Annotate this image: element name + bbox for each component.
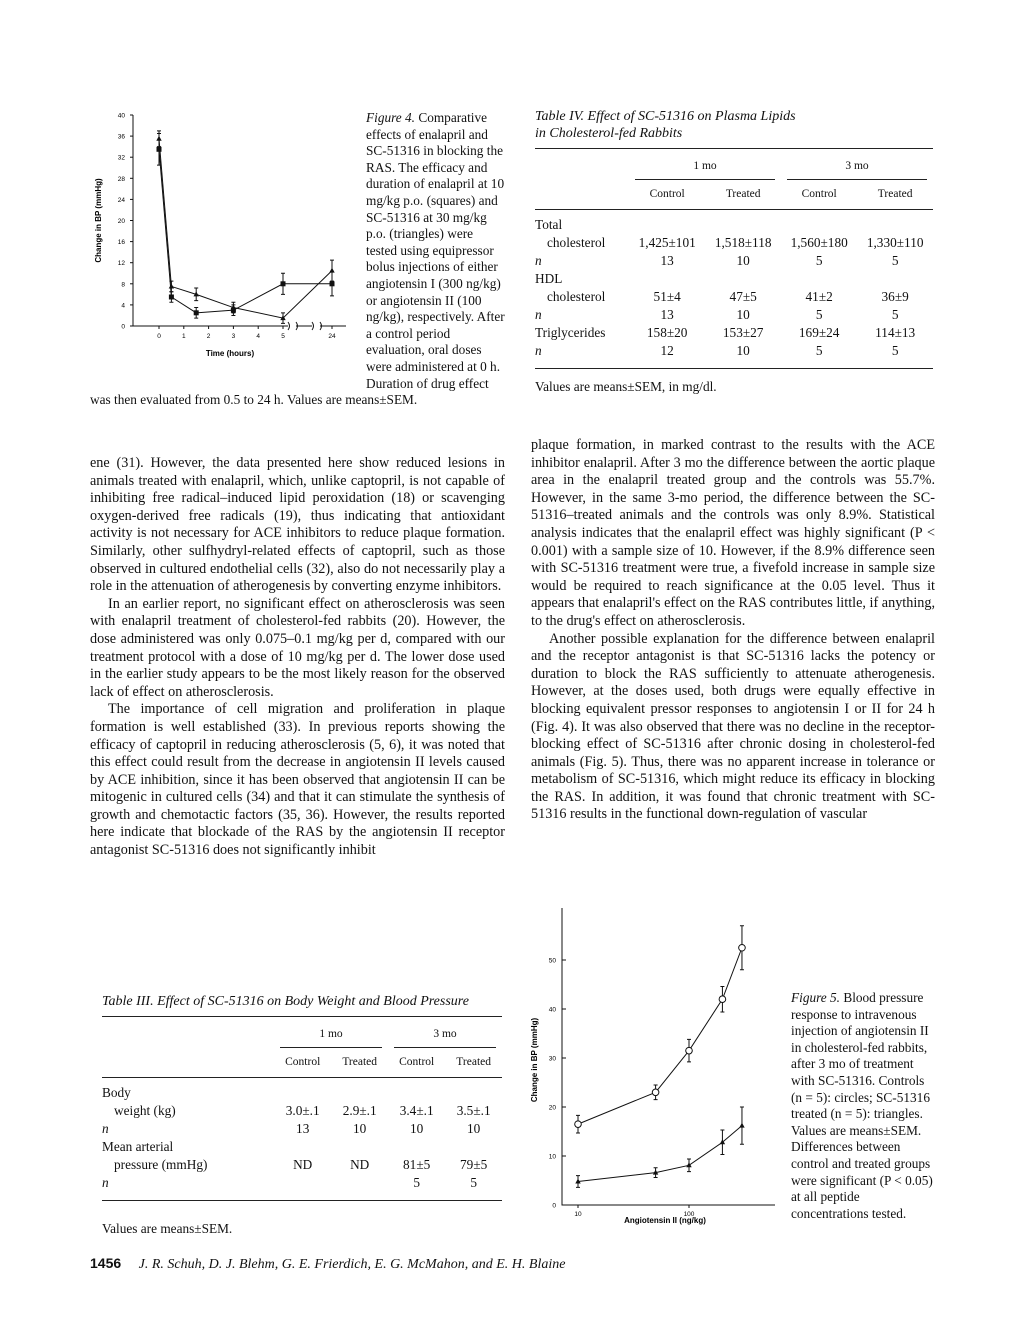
table-cell: 47±5: [729, 289, 757, 304]
table-cell: [388, 1084, 445, 1102]
triangle-marker: [169, 283, 174, 288]
table-cell: [857, 216, 933, 234]
table-cell: 3.4±.1: [399, 1103, 434, 1118]
y-tick-label: 10: [548, 1153, 556, 1161]
y-tick-label: 32: [117, 154, 125, 162]
table-4-title-line2: in Cholesterol-fed Rabbits: [535, 126, 683, 141]
table-cell: [629, 216, 705, 234]
table-4-title-line1: Table IV. Effect of SC-51316 on Plasma Lipids: [535, 109, 796, 124]
y-axis-label: Change in BP (mmHg): [530, 1017, 539, 1103]
row-label: n: [535, 307, 542, 322]
y-tick-label: 20: [117, 218, 125, 225]
paragraph: plaque formation, in marked contrast to the results with the ACE inhibitor enalapril. After 3 mo the difference between the aortic plaque area in the enalapril treated group and the controls was 55.7%. However, in the same 3-mo period, the difference between the SC-51316–treated animals and the controls was only 8.9%. Statistical analysis indicates that the enalapril effect was highly significant (P < 0.001) with a sample size of 10. However, if the 8.9% difference seen with SC-51316 treatment were true, a fivefold increase in sample size would be required to reach significance at the 0.05 level. Thus it appears that enalapril's effect on the RAS contributes little, if anything, to the drug's effect on atherosclerosis.: [531, 437, 935, 629]
table-row: [535, 252, 933, 270]
column-header: Treated: [705, 180, 781, 210]
row-label: Total: [535, 217, 563, 232]
table-3-footnote: Values are means±SEM.: [102, 1221, 233, 1236]
table-cell: [331, 1138, 388, 1156]
table-cell: 41±2: [805, 289, 833, 304]
x-axis-label: Angiotensin II (ng/kg): [624, 1216, 706, 1225]
row-label: cholesterol: [547, 289, 606, 304]
table-cell: [274, 1174, 331, 1192]
y-tick-label: 50: [548, 957, 556, 965]
x-tick-label: 5: [281, 333, 285, 340]
y-tick-label: 4: [121, 302, 125, 310]
author-line: J. R. Schuh, D. J. Blehm, G. E. Frierdich, E. G. McMahon, and E. H. Blaine: [138, 1257, 566, 1272]
table-cell: 13: [660, 307, 674, 322]
y-tick-label: 24: [117, 196, 125, 204]
figure-4-chart: [90, 110, 358, 378]
column-header: Control: [388, 1048, 445, 1078]
figure-5-caption-text: Blood pressure response to intravenous injection of angiotensin II in cholesterol-fed rabbits, after 3 mo of treatment with SC-51316. Controls (n = 5): circles; SC-51316 treated (n = 5): triangles. Values are means±SEM. Differences between control and treated groups were significant (P < 0.05) at all peptide concentrations tested.: [791, 990, 933, 1221]
table-cell: 13: [296, 1121, 310, 1136]
table-cell: 10: [736, 343, 750, 358]
table-cell: 5: [815, 343, 823, 358]
table-row: [102, 1156, 502, 1174]
table-cell: 79±5: [460, 1157, 488, 1172]
triangle-marker: [156, 136, 161, 141]
table-cell: [857, 270, 933, 288]
table-row: [102, 1138, 502, 1156]
triangle-marker: [739, 1123, 744, 1128]
table-cell: ND: [293, 1157, 313, 1172]
column-group-header: 3 mo: [781, 157, 933, 180]
table-cell: 5: [470, 1175, 477, 1190]
table-cell: 51±4: [653, 289, 681, 304]
row-label: HDL: [535, 271, 563, 286]
column-header: Treated: [445, 1048, 502, 1078]
table-cell: 12: [660, 343, 674, 358]
table-row: [535, 288, 933, 306]
table-cell: 10: [467, 1121, 481, 1136]
row-label: n: [535, 253, 542, 268]
table-cell: 5: [815, 253, 823, 268]
figure-5-caption: [791, 990, 936, 1222]
series-line: [159, 149, 332, 313]
square-marker: [157, 147, 162, 152]
row-label: weight (kg): [114, 1103, 176, 1118]
circle-marker: [719, 996, 726, 1003]
table-cell: 3.5±.1: [456, 1103, 491, 1118]
y-tick-label: 16: [117, 239, 125, 247]
table-row: [535, 342, 933, 360]
y-tick-label: 30: [548, 1055, 556, 1063]
circle-marker: [686, 1047, 693, 1054]
table-cell: [331, 1084, 388, 1102]
row-label: pressure (mmHg): [114, 1157, 208, 1172]
y-tick-label: 36: [117, 133, 125, 141]
square-marker: [194, 310, 199, 315]
table-cell: 1,518±118: [714, 235, 772, 250]
table-cell: [705, 270, 781, 288]
axes: [562, 908, 775, 1205]
table-cell: [445, 1084, 502, 1102]
table-cell: [781, 270, 857, 288]
x-axis-label: Time (hours): [205, 349, 255, 358]
table-cell: 1,330±110: [866, 235, 924, 250]
y-tick-label: 8: [121, 281, 125, 289]
table-row: [102, 1102, 502, 1120]
table-row: [102, 1120, 502, 1138]
table-3-title: Table III. Effect of SC-51316 on Body Weight and Blood Pressure: [102, 994, 469, 1009]
paragraph: Another possible explanation for the difference between enalapril and the receptor antagonist is that SC-51316 lacks the potency or duration to block the RAS sufficiently to attenuate atherogenesis. However, at the doses used, both drugs were equally effective in blocking equivalent pressor responses to angiotensin I or II for 24 h (Fig. 4). It was also observed that there was no decline in the receptor-blocking effect of SC-51316 after chronic dosing in cholesterol-fed animals (Fig. 5). Thus, there was no apparent increase in tolerance or metabolism of SC-51316, which might reduce its efficacy in blocking the RAS. In addition, it was found that chronic treatment with SC-51316 results in the functional down-regulation of vascular: [531, 630, 935, 823]
table-cell: 5: [891, 307, 899, 322]
page-number: 1456: [90, 1255, 122, 1271]
figure-4-label: Figure 4.: [366, 110, 415, 125]
square-marker: [330, 281, 335, 286]
row-label: Body: [102, 1085, 131, 1100]
left-column-text: [90, 455, 505, 860]
table-cell: [388, 1138, 445, 1156]
column-header: Control: [629, 180, 705, 210]
row-label: Mean arterial: [102, 1139, 174, 1154]
row-label: Triglycerides: [535, 325, 606, 340]
row-label: n: [102, 1121, 109, 1136]
figure-5-chart: [520, 900, 782, 1230]
table-cell: 153±27: [722, 325, 764, 340]
y-axis-label: Change in BP (mmHg): [94, 178, 103, 263]
y-tick-label: 0: [121, 323, 125, 331]
circle-marker: [739, 944, 746, 951]
column-header: Treated: [857, 180, 933, 210]
table-cell: 10: [410, 1121, 424, 1136]
table-row: [102, 1084, 502, 1102]
y-tick-label: 0: [552, 1202, 556, 1210]
table-cell: 5: [891, 253, 899, 268]
table-cell: 5: [815, 307, 823, 322]
table-cell: 10: [736, 307, 750, 322]
paragraph: The importance of cell migration and proliferation in plaque formation is well established (33). In previous reports showing the efficacy of captopril in reducing atherosclerosis (5, 6), it was noted that this effect could result from the decrease in angiotensin II levels caused by ACE inhibition, since it has been observed that angiotensin II can be mitogenic in cultured cells (34) and that it can stimulate the synthesis of growth and chemotactic factors (35, 36). However, the results reported here indicate that blockade of the RAS by the angiotensin II receptor antagonist SC-51316 does not significantly inhibit: [90, 701, 505, 859]
paragraph: ene (31). However, the data presented here show reduced lesions in animals treated with enalapril, which, unlike captopril, is not capable of inhibiting free radical–induced lipid peroxidation (18) or scavenging oxygen-derived free radicals (19), thus indicating that antioxidant activity is not necessary for ACE inhibitors to reduce plaque formation. Similarly, other sulfhydryl-related effects of captopril, such as those observed in cultured endothelial cells (32), also do not necessarily play a role in the attenuation of atherogenesis by converting enzyme inhibitors.: [90, 455, 505, 595]
column-group-header: 1 mo: [629, 157, 781, 180]
table-row: [535, 216, 933, 234]
table-cell: [331, 1174, 388, 1192]
table-cell: 2.9±.1: [342, 1103, 377, 1118]
table-cell: 1,560±180: [790, 235, 848, 250]
series-line: [578, 948, 742, 1124]
table-3: [102, 993, 502, 1237]
column-header: Control: [781, 180, 857, 210]
column-group-header: 3 mo: [388, 1025, 502, 1048]
figure-4-block: [90, 110, 505, 409]
right-column-text: [531, 437, 935, 824]
table-4: [535, 108, 933, 395]
x-tick-label: 10: [574, 1211, 582, 1218]
table-4-footnote: Values are means±SEM, in mg/dl.: [535, 379, 717, 394]
x-tick-label: 2: [206, 333, 211, 340]
table-cell: [705, 216, 781, 234]
table-cell: 114±13: [875, 325, 916, 340]
table-cell: 36±9: [881, 289, 909, 304]
table-cell: 5: [413, 1175, 420, 1190]
y-tick-label: 20: [548, 1104, 556, 1112]
series-line: [578, 1126, 742, 1182]
y-tick-label: 12: [117, 260, 125, 268]
square-marker: [281, 281, 286, 286]
row-label: cholesterol: [547, 235, 606, 250]
circle-marker: [575, 1121, 582, 1128]
table-cell: ND: [350, 1157, 370, 1172]
table-row: [102, 1174, 502, 1192]
table-cell: 13: [660, 253, 674, 268]
table-cell: 3.0±.1: [285, 1103, 320, 1118]
y-tick-label: 28: [117, 175, 125, 183]
table-cell: [274, 1138, 331, 1156]
series-line: [159, 139, 332, 318]
x-tick-label: 4: [256, 333, 261, 340]
figure-4-caption-text: Comparative effects of enalapril and SC-51316 in blocking the RAS. The efficacy and duration of enalapril at 10 mg/kg p.o. (squares) and SC-51316 at 30 mg/kg p.o. (triangles) were tested using equipressor bolus injections of either angiotensin I (300 ng/kg) or angiotensin II (100 ng/kg), respectively. After a control period evaluation, oral doses were administered at 0 h. Duration of drug effect was then evaluated from 0.5 to 24 h. Values are means±SEM.: [90, 110, 505, 408]
x-tick-label: 24: [328, 333, 336, 340]
table-4-title: [535, 108, 933, 142]
table-cell: 81±5: [403, 1157, 431, 1172]
y-tick-label: 40: [548, 1006, 556, 1014]
table-cell: [781, 216, 857, 234]
paragraph: In an earlier report, no significant effect on atherosclerosis was seen with enalapril treatment of cholesterol-fed rabbits (20). However, the dose administered was only 0.075–0.1 mg/kg per d, compared with our treatment protocol with a dose of 10 mg/kg per d. The lower dose used in the earlier study appears to be the most likely reason for the observed lack of effect on atherosclerosis.: [90, 595, 505, 700]
circle-marker: [652, 1089, 659, 1096]
column-header: Control: [274, 1048, 331, 1078]
square-marker: [169, 294, 174, 299]
table-row: [535, 270, 933, 288]
table-row: [535, 306, 933, 324]
x-tick-label: 100: [683, 1211, 695, 1218]
table-row: [535, 234, 933, 252]
column-group-header: 1 mo: [274, 1025, 388, 1048]
x-tick-label: 1: [181, 333, 186, 340]
page-footer: [90, 1255, 565, 1273]
table-cell: [629, 270, 705, 288]
figure-5-label: Figure 5.: [791, 990, 840, 1005]
row-label: n: [102, 1175, 109, 1190]
column-header: Treated: [331, 1048, 388, 1078]
table-cell: 158±20: [646, 325, 688, 340]
table-cell: 5: [891, 343, 899, 358]
table-cell: 169±24: [798, 325, 840, 340]
table-cell: 10: [353, 1121, 367, 1136]
triangle-marker: [329, 268, 334, 273]
x-tick-label: 3: [231, 333, 236, 340]
x-tick-label: 0: [157, 333, 161, 340]
table-cell: [274, 1084, 331, 1102]
triangle-marker: [686, 1162, 691, 1167]
table-cell: 1,425±101: [638, 235, 696, 250]
table-cell: [445, 1138, 502, 1156]
table-row: [535, 324, 933, 342]
table-cell: 10: [736, 253, 750, 268]
row-label: n: [535, 343, 542, 358]
y-tick-label: 40: [117, 112, 125, 120]
